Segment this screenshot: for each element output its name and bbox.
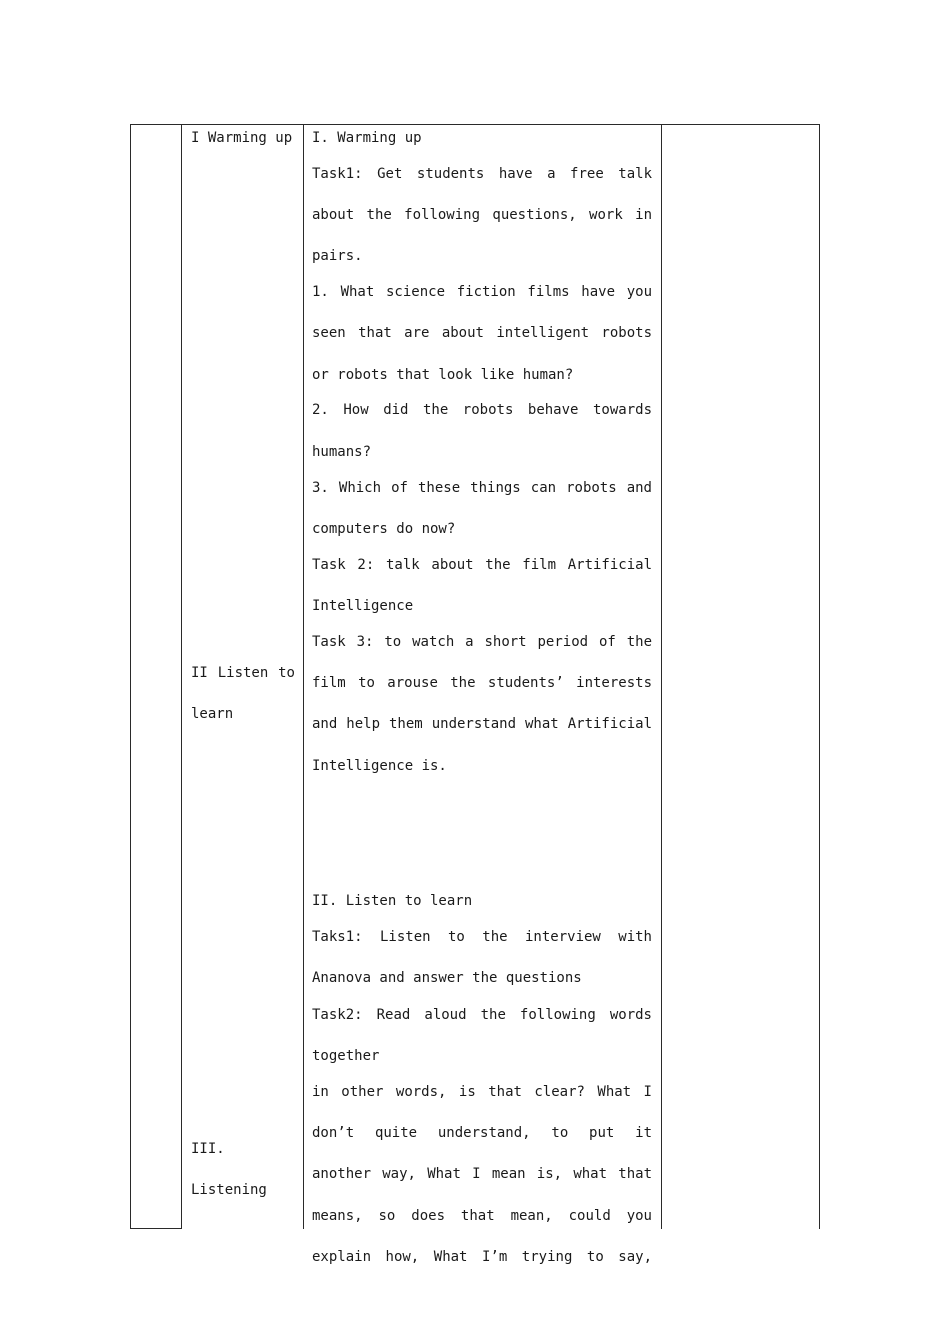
content-line: seen that are about intelligent robots: [312, 325, 652, 341]
column-divider-1: [181, 124, 182, 1229]
content-line: in other words, is that clear? What I: [312, 1084, 652, 1100]
notes-column: [662, 125, 819, 1228]
section-heading: II. Listen to learn: [312, 893, 473, 909]
content-line: humans?: [312, 444, 372, 460]
content-line: Intelligence is.: [312, 758, 447, 774]
stage-label: Listening: [191, 1182, 267, 1198]
content-line: explain how, What I’m trying to say,: [312, 1249, 652, 1265]
content-line: pairs.: [312, 248, 363, 264]
content-line: film to arouse the students’ interests: [312, 675, 652, 691]
stage-label: III.: [191, 1141, 225, 1157]
content-line: don’t quite understand, to put it: [312, 1125, 652, 1141]
content-line: Task 3: to watch a short period of the: [312, 634, 652, 650]
content-line: Ananova and answer the questions: [312, 970, 582, 986]
content-line: computers do now?: [312, 521, 456, 537]
table-left-border: [130, 124, 131, 1229]
content-line: Intelligence: [312, 598, 414, 614]
table-right-border: [819, 124, 820, 1229]
content-line: or robots that look like human?: [312, 367, 574, 383]
content-line: Task 2: talk about the film Artificial: [312, 557, 652, 573]
table-row-bottom-border: [130, 1228, 182, 1229]
content-line: means, so does that mean, could you: [312, 1208, 652, 1224]
column-divider-2: [303, 124, 304, 1229]
content-line: Task1: Get students have a free talk: [312, 166, 652, 182]
content-line: and help them understand what Artificial: [312, 716, 652, 732]
content-line: another way, What I mean is, what that: [312, 1166, 652, 1182]
content-line: about the following questions, work in: [312, 207, 652, 223]
content-line: together: [312, 1048, 380, 1064]
stage-label: II Listen to: [191, 665, 295, 681]
content-line: Taks1: Listen to the interview with: [312, 929, 652, 945]
content-line: 2. How did the robots behave towards: [312, 402, 652, 418]
stage-label: learn: [191, 706, 234, 722]
section-heading: I. Warming up: [312, 130, 422, 146]
content-line: Task2: Read aloud the following words: [312, 1007, 652, 1023]
content-line: 3. Which of these things can robots and: [312, 480, 652, 496]
content-line: 1. What science fiction films have you: [312, 284, 652, 300]
stage-label: I Warming up: [191, 130, 293, 146]
